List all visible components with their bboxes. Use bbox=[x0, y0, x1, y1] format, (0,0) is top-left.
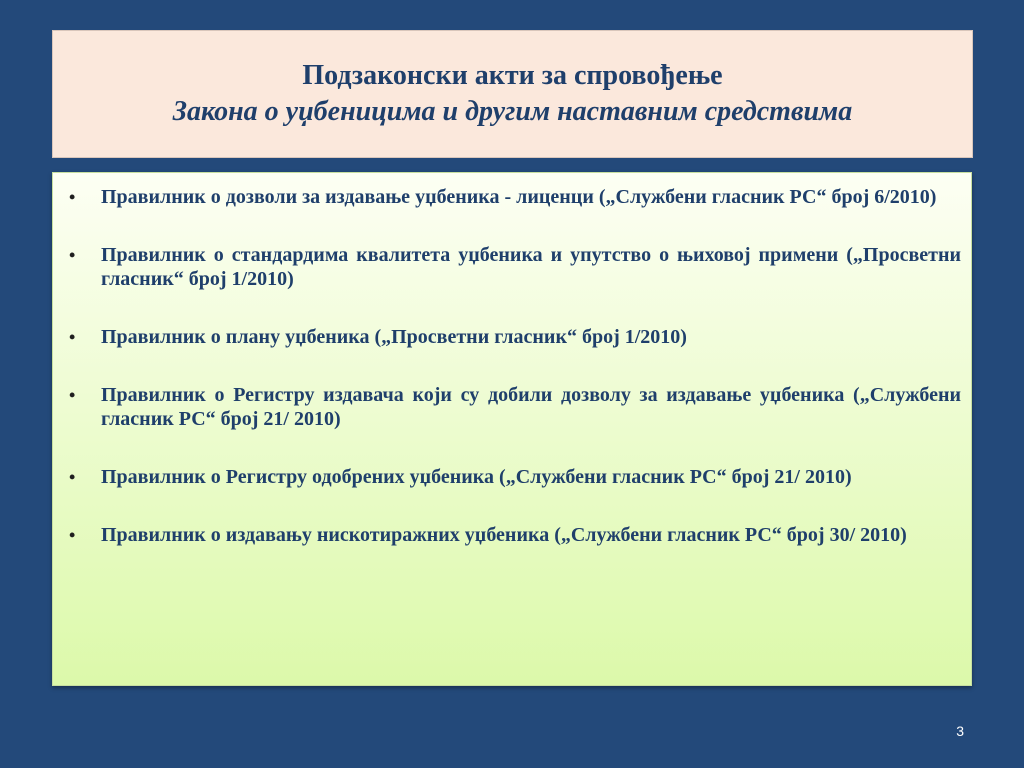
list-item-text: Правилник о Регистру одобрених уџбеника („Службени гласник РС“ број 21/ 2010) bbox=[101, 466, 852, 488]
slide-title-box bbox=[52, 30, 973, 158]
rules-list bbox=[67, 185, 961, 547]
bullet-icon: • bbox=[69, 327, 76, 347]
slide-title: Подзаконски акти за спровођење bbox=[302, 60, 723, 91]
list-item bbox=[67, 523, 961, 547]
list-item-text: Правилник о дозволи за издавање уџбеника - лиценци („Службени гласник РС“ број 6/2010) bbox=[101, 186, 937, 208]
list-item-text: Правилник о Регистру издавача који су добили дозволу за издавање уџбеника („Службени гласник РС“ број 21/ 2010) bbox=[101, 384, 961, 430]
list-item bbox=[67, 243, 961, 291]
list-item-text: Правилник о плану уџбеника („Просветни гласник“ број 1/2010) bbox=[101, 326, 687, 348]
list-item bbox=[67, 383, 961, 431]
list-item bbox=[67, 465, 961, 489]
bullet-icon: • bbox=[69, 245, 76, 265]
list-item-text: Правилник о стандардима квалитета уџбеника и упутство о њиховој примени („Просветни гласник“ број 1/2010) bbox=[101, 244, 961, 290]
bullet-icon: • bbox=[69, 187, 76, 207]
bullet-icon: • bbox=[69, 467, 76, 487]
page-number: 3 bbox=[956, 723, 964, 739]
list-item-text: Правилник о издавању нискотиражних уџбеника („Службени гласник РС“ број 30/ 2010) bbox=[101, 524, 907, 546]
content-box bbox=[52, 172, 972, 686]
slide-subtitle: Закона о уџбеницима и другим наставним средствима bbox=[172, 96, 853, 127]
list-item bbox=[67, 185, 961, 209]
list-item bbox=[67, 325, 961, 349]
bullet-icon: • bbox=[69, 385, 76, 405]
bullet-icon: • bbox=[69, 525, 76, 545]
